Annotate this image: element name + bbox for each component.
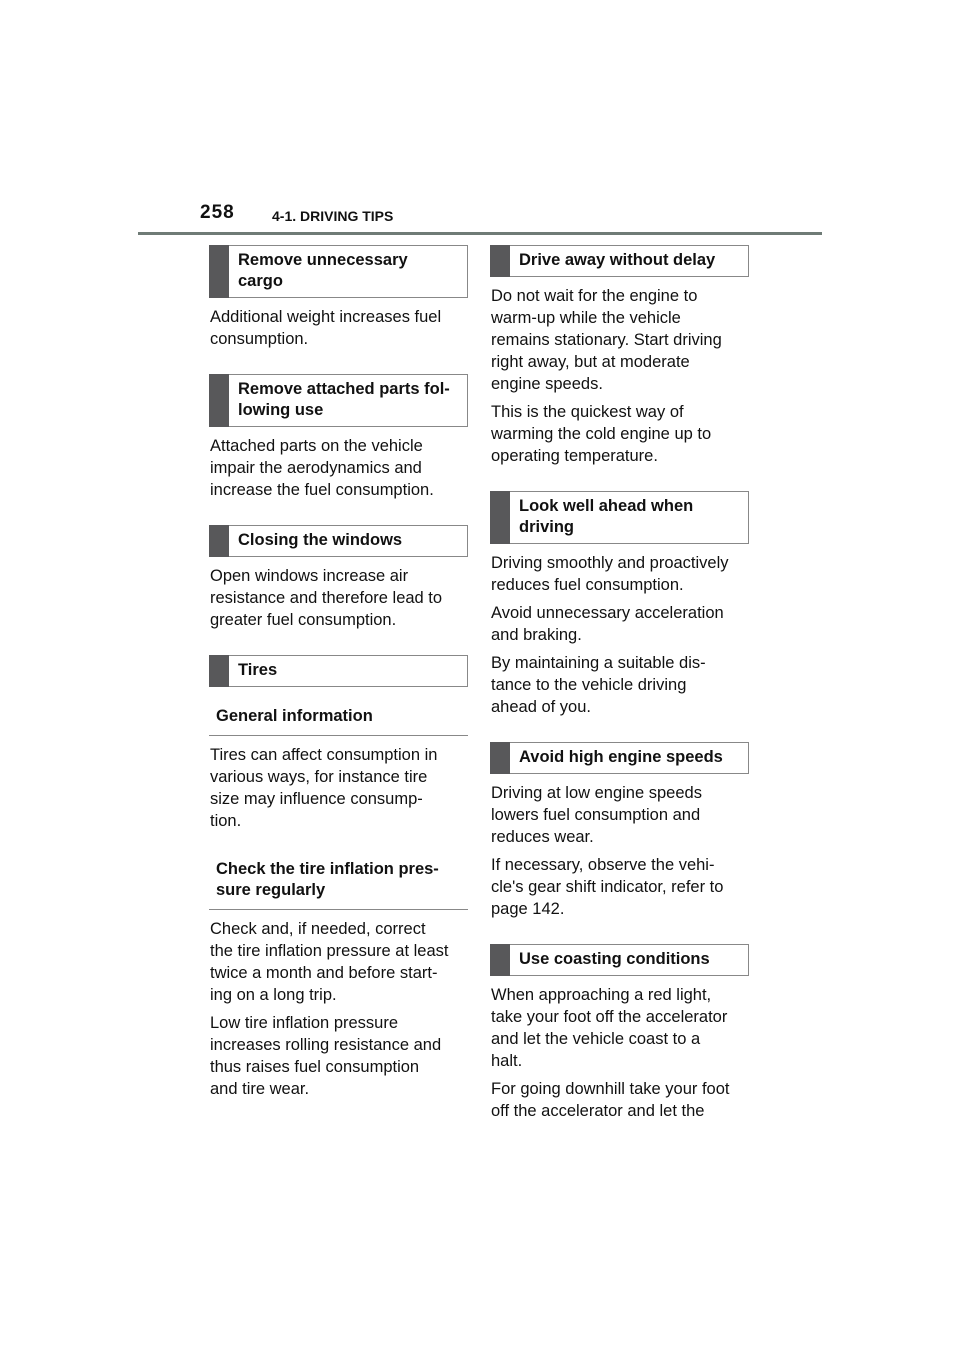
paragraph: Attached parts on the vehicle impair the aerodynamics and increase the fuel consumption. xyxy=(210,437,434,499)
paragraph: Low tire inflation pressure increases rolling resistance and thus raises fuel consumption and tire wear. xyxy=(210,1014,442,1098)
section-heading-engine-speeds: Avoid high engine speeds xyxy=(490,742,749,774)
right-column xyxy=(490,245,750,1122)
section-heading-drive-away: Drive away without delay xyxy=(490,245,749,277)
left-column xyxy=(209,245,469,1100)
paragraph: Driving at low engine speeds lowers fuel consumption and reduces wear. xyxy=(491,784,702,846)
chapter-title: 4-1. DRIVING TIPS xyxy=(272,208,394,224)
paragraph: For going downhill take your foot off the accelerator and let the xyxy=(491,1080,730,1120)
subheading-general-information: General information xyxy=(209,703,468,736)
section-heading-tires: Tires xyxy=(209,655,468,687)
paragraph: Additional weight increases fuel consumption. xyxy=(210,308,442,348)
paragraph: Open windows increase air resistance and therefore lead to greater fuel consumption. xyxy=(210,567,443,629)
section-heading-attached-parts: Remove attached parts fol- lowing use xyxy=(209,374,468,427)
page-number: 258 xyxy=(200,202,235,223)
header-rule xyxy=(138,232,822,235)
section-heading-coasting: Use coasting conditions xyxy=(490,944,749,976)
paragraph: Tires can affect consumption in various ways, for instance tire size may influence consump- tion. xyxy=(210,746,438,830)
section-heading-cargo: Remove unnecessary cargo xyxy=(209,245,468,298)
paragraph: This is the quickest way of warming the cold engine up to operating temperature. xyxy=(491,403,712,465)
paragraph: Avoid unnecessary acceleration and braking. xyxy=(491,604,724,644)
paragraph: Check and, if needed, correct the tire inflation pressure at least twice a month and before start- ing on a long trip. xyxy=(210,920,449,1004)
paragraph: Driving smoothly and proactively reduces fuel consumption. xyxy=(491,554,729,594)
subheading-tire-pressure: Check the tire inflation pres- sure regularly xyxy=(209,856,468,910)
paragraph: By maintaining a suitable dis- tance to the vehicle driving ahead of you. xyxy=(491,654,706,716)
paragraph: If necessary, observe the vehi- cle's gear shift indicator, refer to page 142. xyxy=(491,856,724,918)
paragraph: When approaching a red light, take your foot off the accelerator and let the vehicle coast to a halt. xyxy=(491,986,728,1070)
paragraph: Do not wait for the engine to warm-up while the vehicle remains stationary. Start driving right away, but at moderate engine speeds. xyxy=(491,287,722,393)
section-heading-windows: Closing the windows xyxy=(209,525,468,557)
section-heading-look-ahead: Look well ahead when driving xyxy=(490,491,749,544)
